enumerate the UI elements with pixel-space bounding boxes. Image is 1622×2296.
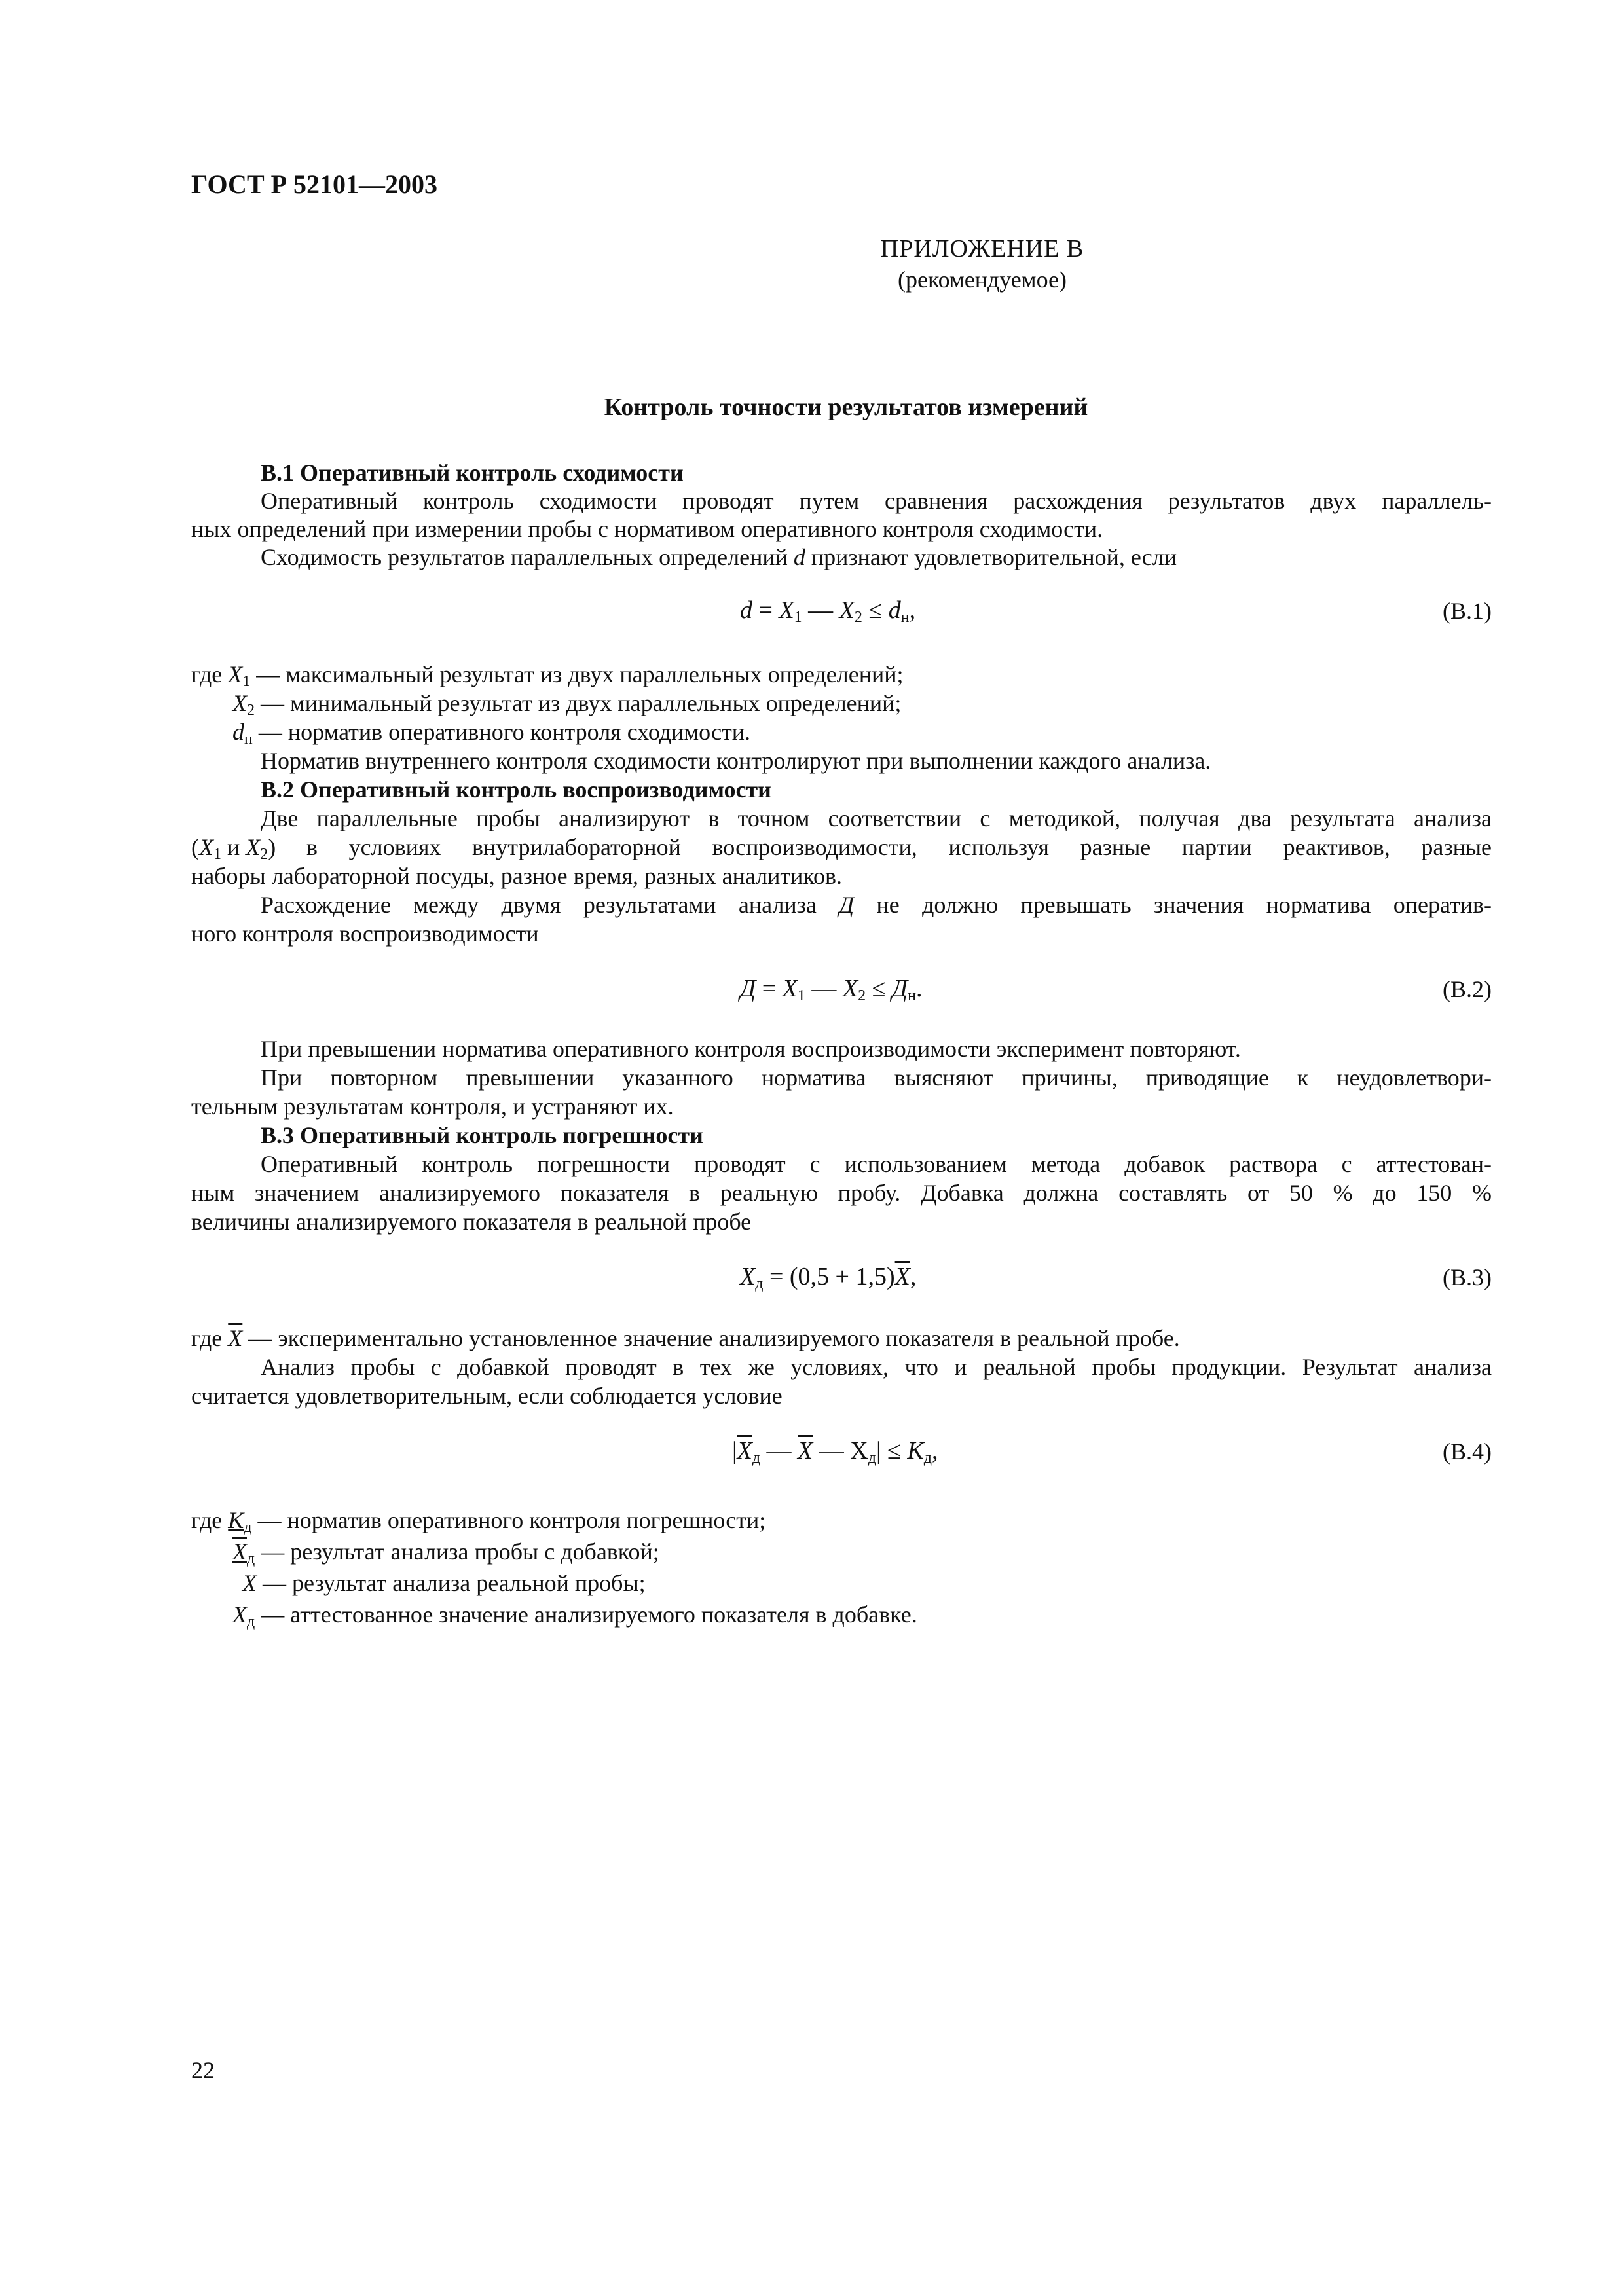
legend-row: где $\overline{X}$ — экспериментально установленное значение анализируемого показателя в реальной пробе. [191, 1325, 1180, 1351]
paragraph-line: При превышении норматива оперативного контроля воспроизводимости эксперимент повторяют. [261, 1036, 1241, 1062]
paragraph-line: величины анализируемого показателя в реальной пробе [191, 1209, 752, 1235]
equation-number-b2: (В.2) [1443, 976, 1492, 1002]
section-heading-b3: В.3 Оперативный контроль погрешности [261, 1122, 703, 1148]
section-heading-b1: В.1 Оперативный контроль сходимости [261, 460, 684, 486]
paragraph-line: Две параллельные пробы анализируют в точном соответствии с методикой, получая два результата анализа [261, 805, 1492, 831]
equation-number-b4: (В.4) [1443, 1438, 1492, 1465]
legend-row: где $X_1$ — максимальный результат из двух параллельных определений; [191, 661, 904, 690]
paragraph-line: Сходимость результатов параллельных определений d признают удовлетворительной, если [261, 544, 1177, 570]
paragraph-line: считается удовлетворительным, если соблюдается условие [191, 1383, 783, 1409]
legend-row: $X_2$ — минимальный результат из двух параллельных определений; [232, 690, 902, 719]
formula-b1: $d = X_1$ — $X_2 \le d_н$, [740, 596, 916, 626]
formula-b2: $Д = X_1$ — $X_2 \le Д_н$. [740, 975, 923, 1004]
legend-row: X — результат анализа реальной пробы; [242, 1570, 646, 1596]
section-heading-b2: В.2 Оперативный контроль воспроизводимости [261, 776, 771, 803]
legend-row: $X_д$ — результат анализа пробы с добавкой; [232, 1539, 659, 1567]
paragraph-line: Оперативный контроль погрешности проводят с использованием метода добавок раствора с аттестован- [261, 1151, 1492, 1177]
formula-b3: $X_д = (0,5 + 1,5)\overline{X}$, [740, 1263, 917, 1292]
page-number: 22 [191, 2057, 215, 2083]
paragraph-line: Анализ пробы с добавкой проводят в тех же условиях, что и реальной пробы продукции. Результат анализа [261, 1354, 1492, 1380]
paragraph-line: При повторном превышении указанного норматива выясняют причины, приводящие к неудовлетвори- [261, 1065, 1492, 1091]
legend-row: $d_н$ — норматив оперативного контроля сходимости. [232, 719, 751, 748]
appendix-title: ПРИЛОЖЕНИЕ В [880, 235, 1084, 263]
paragraph-line: Расхождение между двумя результатами анализа Д не должно превышать значения норматива оператив- [261, 892, 1492, 918]
appendix-status: (рекомендуемое) [898, 266, 1067, 293]
equation-number-b1: (В.1) [1443, 598, 1492, 624]
main-title: Контроль точности результатов измерений [604, 393, 1088, 421]
paragraph-line: Норматив внутреннего контроля сходимости контролируют при выполнении каждого анализа. [261, 748, 1211, 774]
paragraph-line: тельным результатам контроля, и устраняют их. [191, 1093, 674, 1120]
legend-row: $X_д$ — аттестованное значение анализируемого показателя в добавке. [232, 1601, 917, 1630]
legend-row: где $K_д$ — норматив оперативного контроля погрешности; [191, 1507, 766, 1536]
paragraph-line: ного контроля воспроизводимости [191, 920, 539, 947]
equation-number-b3: (В.3) [1443, 1264, 1492, 1290]
paragraph-line: ным значением анализируемого показателя в реальную пробу. Добавка должна составлять от 50 % до 150 % [191, 1180, 1492, 1206]
document-id: ГОСТ Р 52101—2003 [191, 170, 438, 199]
paragraph-line: наборы лабораторной посуды, разное время, разных аналитиков. [191, 863, 843, 889]
paragraph-line: ных определений при измерении пробы с нормативом оперативного контроля сходимости. [191, 516, 1103, 542]
paragraph-line: Оперативный контроль сходимости проводят путем сравнения расхождения результатов двух параллель- [261, 488, 1492, 514]
formula-b4: $|\overline{X}_д$ — $\overline{X}$ — $X_д| \le K_д$, [732, 1437, 938, 1467]
paragraph-line: ($X_1$ и $X_2$) в условиях внутрилабораторной воспроизводимости, используя разные партии реактивов, разные [191, 834, 1492, 863]
